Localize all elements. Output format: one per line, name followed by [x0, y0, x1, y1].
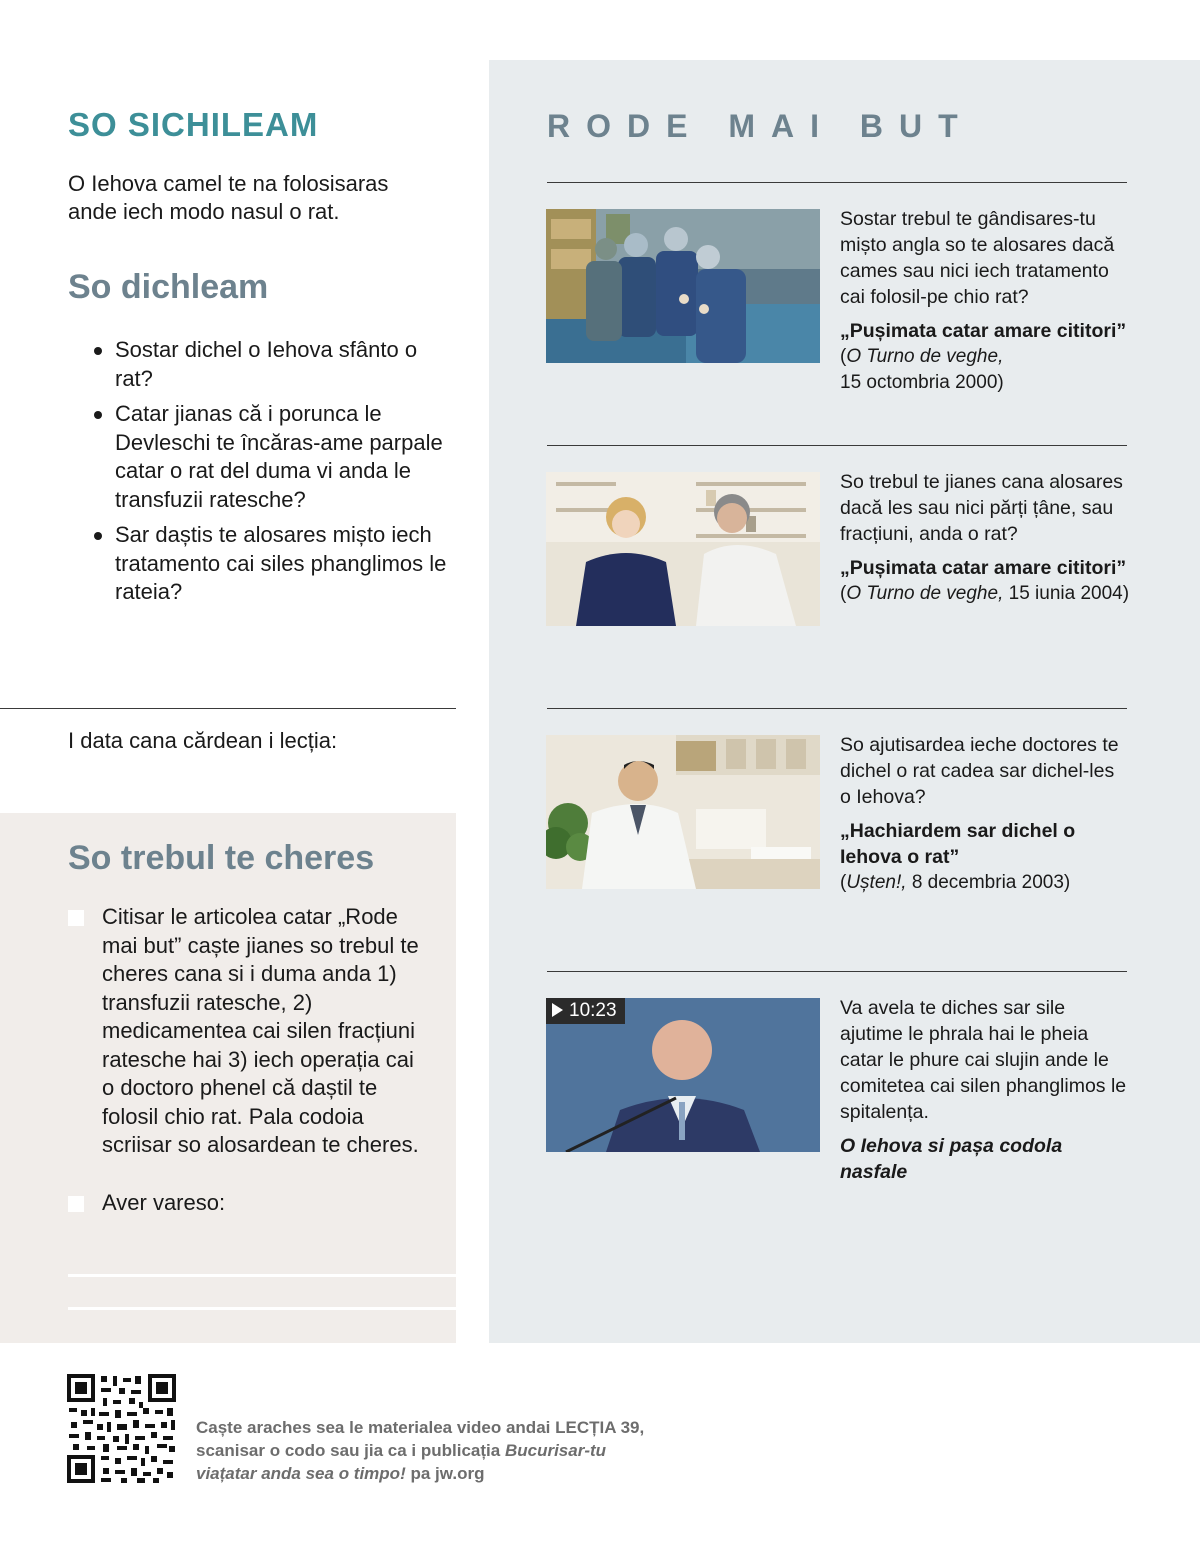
surgery-illustration: [546, 209, 820, 363]
write-in-line[interactable]: [68, 1274, 456, 1277]
article-title[interactable]: „Hachiardem sar dichel o Iehova o rat”: [840, 820, 1076, 868]
resource-entry: [840, 732, 1130, 896]
question-text: Va avela te diches sar sile ajutime le phrala hai le pheia catar le phure cai slujin ande le comitetea cai silen phanglimos le spitalența.: [840, 997, 1127, 1123]
source-date: 15 iunia 2004): [1008, 583, 1130, 604]
publication-title: Bucurisar-tu: [504, 1441, 607, 1460]
publication-title: viațatar anda sea o timpo!: [196, 1464, 406, 1483]
source-publication: O Turno de veghe,: [846, 583, 1004, 604]
source-publication: Ușten!,: [846, 872, 907, 893]
article-source: (O Turno de veghe, 15 iunia 2004): [840, 583, 1130, 604]
learn-text: O Iehova camel te na folosisaras ande iech modo nasul o rat.: [68, 171, 389, 224]
discuss-item-text: Sar daștis te alosares mișto iech tratamento cai siles phanglimos le rateia?: [115, 522, 447, 604]
article-title[interactable]: „Pușimata catar amare cititori”: [840, 557, 1127, 579]
resource-entry: [840, 995, 1130, 1185]
discuss-item-text: Catar jianas că i porunca le Devleschi te încăras-ame parpale catar o rat del duma vi anda le transfuzii ratesche?: [115, 401, 443, 512]
write-in-line[interactable]: [68, 1307, 456, 1310]
discuss-list: [92, 336, 452, 614]
article-source: (Ușten!, 8 decembria 2003): [840, 872, 1071, 893]
question-text: So trebul te jianes cana alosares dacă les sau nici părți țâne, sau fracțiuni, anda o rat?: [840, 471, 1123, 545]
resource-entry: [840, 469, 1130, 607]
todo-item[interactable]: [68, 1189, 428, 1218]
source-publication: O Turno de veghe,: [846, 346, 1004, 367]
article-title[interactable]: „Pușimata catar amare cititori”: [840, 320, 1127, 342]
checkbox[interactable]: [68, 910, 84, 926]
todo-item-text: Citisar le articolea catar „Rode mai but” caște jianes so trebul te cheres cana si i duma anda 1) transfuzii ratesche, 2) medicamentea cai silen fracțiuni ratesche hai 3) iech operația cai o doctoro phenel că daștil te folosil chio rat. Pala codoia scriisar so alosardean te cheres.: [102, 904, 419, 1157]
doctor-photo: [546, 735, 820, 889]
source-date: 15 octombria 2000): [840, 372, 1004, 393]
surgery-photo: [546, 209, 820, 363]
todo-item[interactable]: [68, 903, 428, 1160]
discuss-item-text: Sostar dichel o Iehova sfânto o rat?: [115, 337, 418, 391]
video-duration-badge: [546, 998, 625, 1024]
bullet-icon: [94, 411, 102, 419]
divider: [547, 971, 1127, 972]
speaker-video-thumbnail[interactable]: [546, 998, 820, 1152]
checkbox[interactable]: [68, 1196, 84, 1212]
video-title[interactable]: O Iehova si pașa codola nasfale: [840, 1135, 1063, 1183]
date-label: I data cana cărdean i lecția:: [68, 728, 338, 753]
divider: [0, 708, 456, 709]
more-title: RODE MAI BUT: [547, 108, 974, 144]
footer-line: scanisar o codo sau jia ca i publicația: [196, 1441, 501, 1460]
doctor-illustration: [546, 735, 820, 889]
footer-line: Caște araches sea le materialea video andai LECȚIA 39,: [196, 1418, 645, 1437]
resource-entry: [840, 206, 1130, 396]
todo-list: [68, 903, 428, 1217]
divider: [547, 445, 1127, 446]
source-date: 8 decembria 2003): [911, 872, 1071, 893]
list-item: [92, 336, 452, 393]
divider: [547, 182, 1127, 183]
bullet-icon: [94, 347, 102, 355]
divider: [547, 708, 1127, 709]
list-item: [92, 400, 452, 514]
qr-code-icon[interactable]: [67, 1374, 176, 1483]
todo-item-text: Aver vareso:: [102, 1189, 226, 1215]
qr-code-graphic: [67, 1374, 176, 1483]
article-source: (O Turno de veghe, 15 octombria 2000): [840, 346, 1004, 393]
doctor-patient-photo: [546, 472, 820, 626]
footer-text: [196, 1416, 676, 1485]
website-link[interactable]: pa jw.org: [410, 1464, 485, 1483]
video-duration: 10:23: [569, 1000, 617, 1021]
question-text: Sostar trebul te gândisares-tu mișto angla so te alosares dacă cames sau nici iech tratamento cai folosil-pe chio rat?: [840, 208, 1115, 308]
learn-title: SO SICHILEAM: [68, 106, 319, 143]
todo-title: So trebul te cheres: [68, 839, 375, 877]
question-text: So ajutisardea ieche doctores te dichel o rat cadea sar dichel-les o Iehova?: [840, 734, 1119, 808]
play-icon: [552, 1003, 563, 1017]
consultation-illustration: [546, 472, 820, 626]
list-item: [92, 521, 452, 607]
bullet-icon: [94, 532, 102, 540]
discuss-title: So dichleam: [68, 268, 269, 306]
